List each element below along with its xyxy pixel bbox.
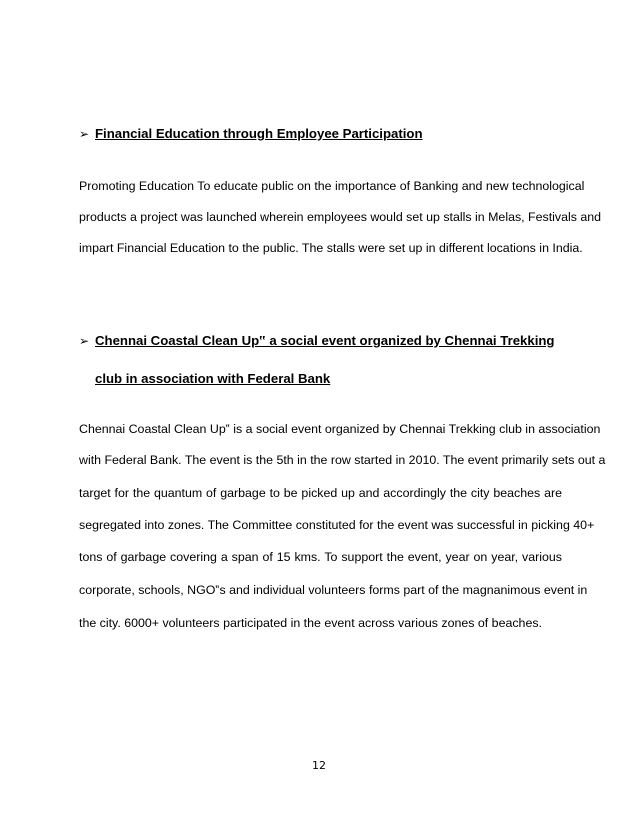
paragraph-line: Chennai Coastal Clean Up‟ is a social event organized by Chennai Trekking club in association: [79, 422, 601, 436]
paragraph-line: corporate, schools, NGO‟s and individual volunteers forms part of the magnanimous event in: [79, 583, 588, 597]
paragraph-line: target for the quantum of garbage to be picked up and accordingly the city beaches are: [79, 486, 562, 500]
paragraph-line: Promoting Education To educate public on the importance of Banking and new technological: [79, 179, 585, 193]
paragraph-line: the city. 6000+ volunteers participated in the event across various zones of beaches.: [79, 616, 542, 630]
paragraph-line: with Federal Bank. The event is the 5th in the row started in 2010. The event primarily sets out a: [79, 453, 606, 467]
paragraph-line: impart Financial Education to the public. The stalls were set up in different locations in India.: [79, 241, 583, 255]
paragraph-line: products a project was launched wherein employees would set up stalls in Melas, Festivals and: [79, 210, 602, 224]
paragraph-line: segregated into zones. The Committee constituted for the event was successful in picking 40+: [79, 518, 595, 532]
section-heading-chennai-coastal: [79, 333, 554, 348]
heading-text: Chennai Coastal Clean Up‟ a social event organized by Chennai Trekking: [95, 333, 555, 348]
section-heading-continuation: club in association with Federal Bank: [95, 371, 331, 386]
arrow-bullet-icon: ➢: [79, 334, 90, 348]
page-number: 12: [312, 759, 326, 772]
heading-text: Financial Education through Employee Participation: [95, 126, 423, 141]
paragraph-line: tons of garbage covering a span of 15 kms. To support the event, year on year, various: [79, 550, 562, 564]
arrow-bullet-icon: ➢: [79, 127, 90, 141]
section-heading-financial-education: [79, 126, 423, 141]
